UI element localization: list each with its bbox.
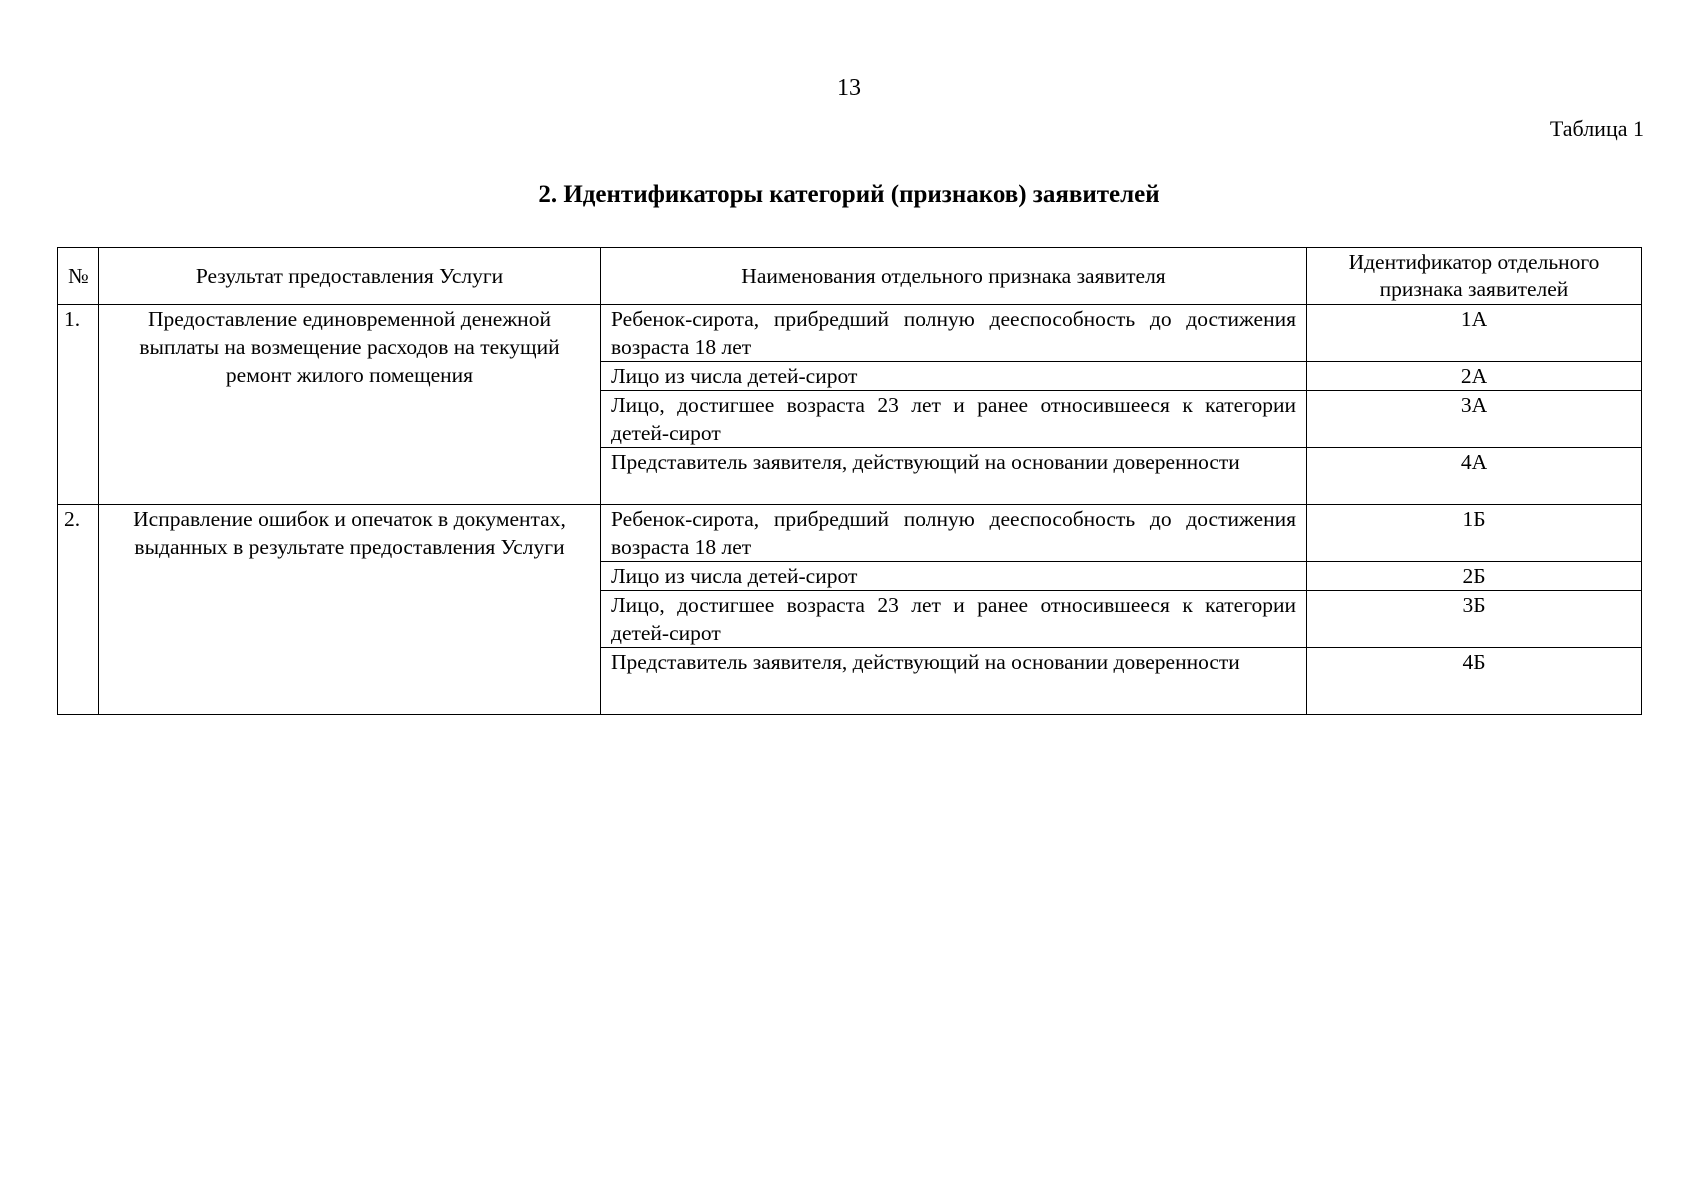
sign-identifier: 1А [1307,305,1642,362]
table-row [58,505,1642,562]
group-number: 2. [58,505,99,715]
table-header-row [58,248,1642,305]
sign-identifier: 2Б [1307,562,1642,591]
applicant-sign: Лицо из числа детей-сирот [601,362,1307,391]
section-title: 2. Идентификаторы категорий (признаков) заявителей [538,181,1160,208]
applicant-sign: Лицо, достигшее возраста 23 лет и ранее относившееся к категории детей-сирот [601,391,1307,448]
applicant-sign: Представитель заявителя, действующий на основании доверенности [601,448,1307,505]
group-number: 1. [58,305,99,505]
identifiers-table [57,247,1642,715]
sign-identifier: 2А [1307,362,1642,391]
header-result: Результат предоставления Услуги [99,248,601,305]
sign-identifier: 1Б [1307,505,1642,562]
sign-identifier: 4Б [1307,648,1642,715]
table-caption: Таблица 1 [1549,116,1644,141]
header-id: Идентификатор отдельного признака заявителей [1307,248,1642,305]
service-result: Исправление ошибок и опечаток в документах, выданных в результате предоставления Услуги [99,505,601,715]
service-result: Предоставление единовременной денежной выплаты на возмещение расходов на текущий ремонт жилого помещения [99,305,601,505]
applicant-sign: Лицо из числа детей-сирот [601,562,1307,591]
applicant-sign: Представитель заявителя, действующий на основании доверенности [601,648,1307,715]
page-number: 13 [837,75,861,101]
sign-identifier: 4А [1307,448,1642,505]
sign-identifier: 3Б [1307,591,1642,648]
sign-identifier: 3А [1307,391,1642,448]
table-row [58,305,1642,362]
header-num: № [58,248,99,305]
applicant-sign: Лицо, достигшее возраста 23 лет и ранее относившееся к категории детей-сирот [601,591,1307,648]
applicant-sign: Ребенок-сирота, прибредший полную дееспособность до достижения возраста 18 лет [601,505,1307,562]
applicant-sign: Ребенок-сирота, прибредший полную дееспособность до достижения возраста 18 лет [601,305,1307,362]
header-sign: Наименования отдельного признака заявителя [601,248,1307,305]
